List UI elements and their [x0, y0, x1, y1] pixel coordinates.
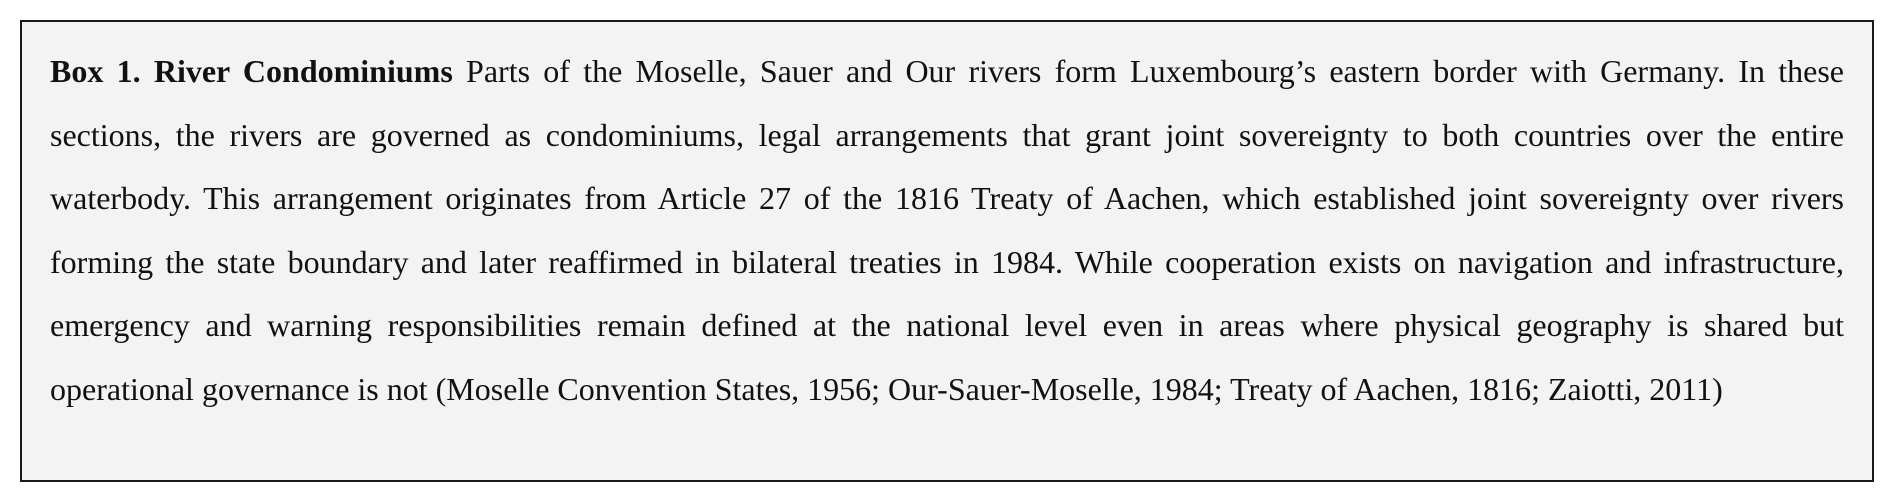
box-title: Box 1. River Condominiums	[50, 53, 453, 89]
box-body-text: Parts of the Moselle, Sauer and Our rivers form Luxembourg’s eastern border with Germany. In these sections, the rivers are governed as condominiums, legal arrangements that grant joint sovereignty to both countries over the entire waterbody. This arrangement originates from Article 27 of the 1816 Treaty of Aachen, which established joint sovereignty over rivers forming the state boundary and later reaffirmed in bilateral treaties in 1984. While cooperation exists on navigation and infrastructure, emergency and warning responsibilities remain defined at the national level even in areas where physical geography is shared but operational governance is not (Moselle Convention States, 1956; Our-Sauer-Moselle, 1984; Treaty of Aachen, 1816; Zaiotti, 2011)	[50, 53, 1845, 407]
text-box	[20, 20, 1874, 482]
box-paragraph	[50, 40, 1844, 421]
